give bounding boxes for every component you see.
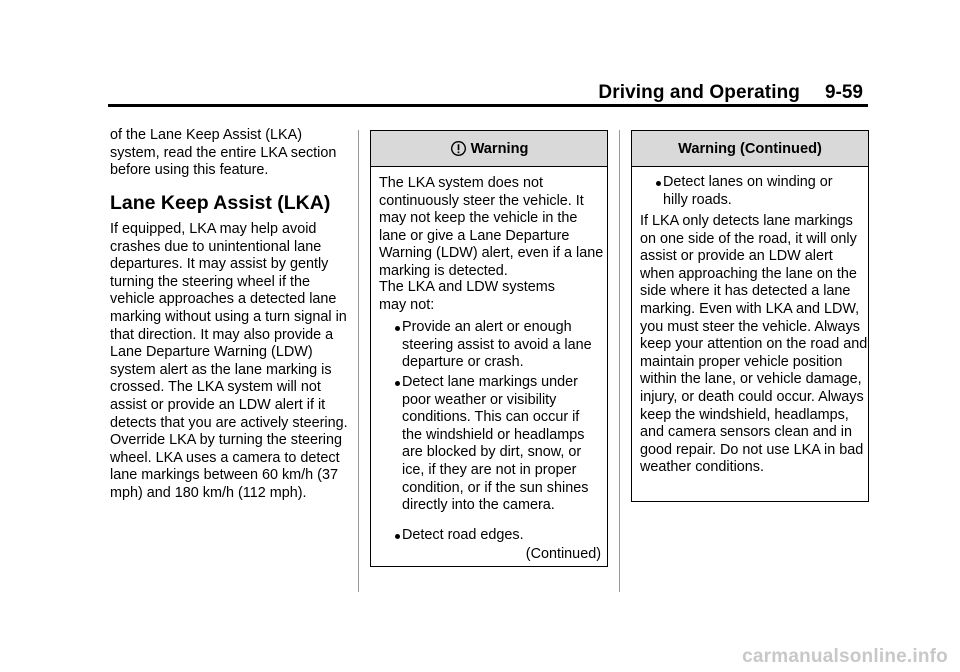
warning-paragraph-2: The LKA and LDW systems may not: xyxy=(379,279,555,313)
warning-paragraph-1: The LKA system does not continuously steer the vehicle. It may not keep the vehicle in the lane or give a Lane Departure Warning (LDW) alert, even if a lane marking is detected. xyxy=(379,175,604,279)
warning-bullet-2: Detect lane markings under poor weather or visibility conditions. This can occur if the windshield or headlamps are blocked by dirt, snow, or ice, if they are not in proper condition, or if the sun shines directly into the camera. xyxy=(402,374,589,514)
intro-paragraph: of the Lane Keep Assist (LKA) system, read the entire LKA section before using this feature. xyxy=(110,127,337,179)
page-number: 9-59 xyxy=(824,82,863,103)
warning-continued-box xyxy=(631,130,869,502)
section-heading: Lane Keep Assist (LKA) xyxy=(110,192,331,214)
bullet-dot xyxy=(395,326,400,331)
warning-box xyxy=(370,130,608,567)
warning-continued-bullet-1: Detect lanes on winding or hilly roads. xyxy=(663,174,833,208)
bullet-dot xyxy=(395,381,400,386)
warning-header xyxy=(371,131,607,167)
continued-label: (Continued) xyxy=(525,546,601,562)
warning-icon xyxy=(450,140,467,157)
warning-bullet-1: Provide an alert or enough steering assist to avoid a lane departure or crash. xyxy=(402,319,592,371)
body-paragraph: If equipped, LKA may help avoid crashes due to unintentional lane departures. It may assist by gently turning the steering wheel if the vehicle approaches a detected lane marking without using a turn signal in that direction. It may also provide a Lane Departure Warning (LDW) system alert as the lane marking is crossed. The LKA system will not assist or provide an LDW alert if it detects that you are actively steering. Override LKA by turning the steering wheel. LKA uses a camera to detect lane markings between 60 km/h (37 mph) and 180 km/h (112 mph). xyxy=(110,221,348,501)
header-rule xyxy=(108,104,868,107)
section-title: Driving and Operating xyxy=(598,82,800,103)
warning-title: Warning xyxy=(470,140,529,157)
warning-bullet-3: Detect road edges. xyxy=(402,527,524,543)
warning-continued-title: Warning (Continued) xyxy=(678,140,822,157)
column-divider-2 xyxy=(619,130,620,592)
column-divider-1 xyxy=(358,130,359,592)
warning-continued-header xyxy=(632,131,868,167)
watermark: carmanualsonline.info xyxy=(742,646,948,667)
warning-continued-paragraph: If LKA only detects lane markings on one side of the road, it will only assist or provide an LDW alert when approaching the lane on the side where it has detected a lane marking. Even with LKA and LDW, you must steer the vehicle. Always keep your attention on the road and maintain proper vehicle position within the lane, or vehicle damage, injury, or death could occur. Always keep the windshield, headlamps, and camera sensors clean and in good repair. Do not use LKA in bad weather conditions. xyxy=(640,213,868,476)
bullet-dot xyxy=(656,181,661,186)
bullet-dot xyxy=(395,534,400,539)
